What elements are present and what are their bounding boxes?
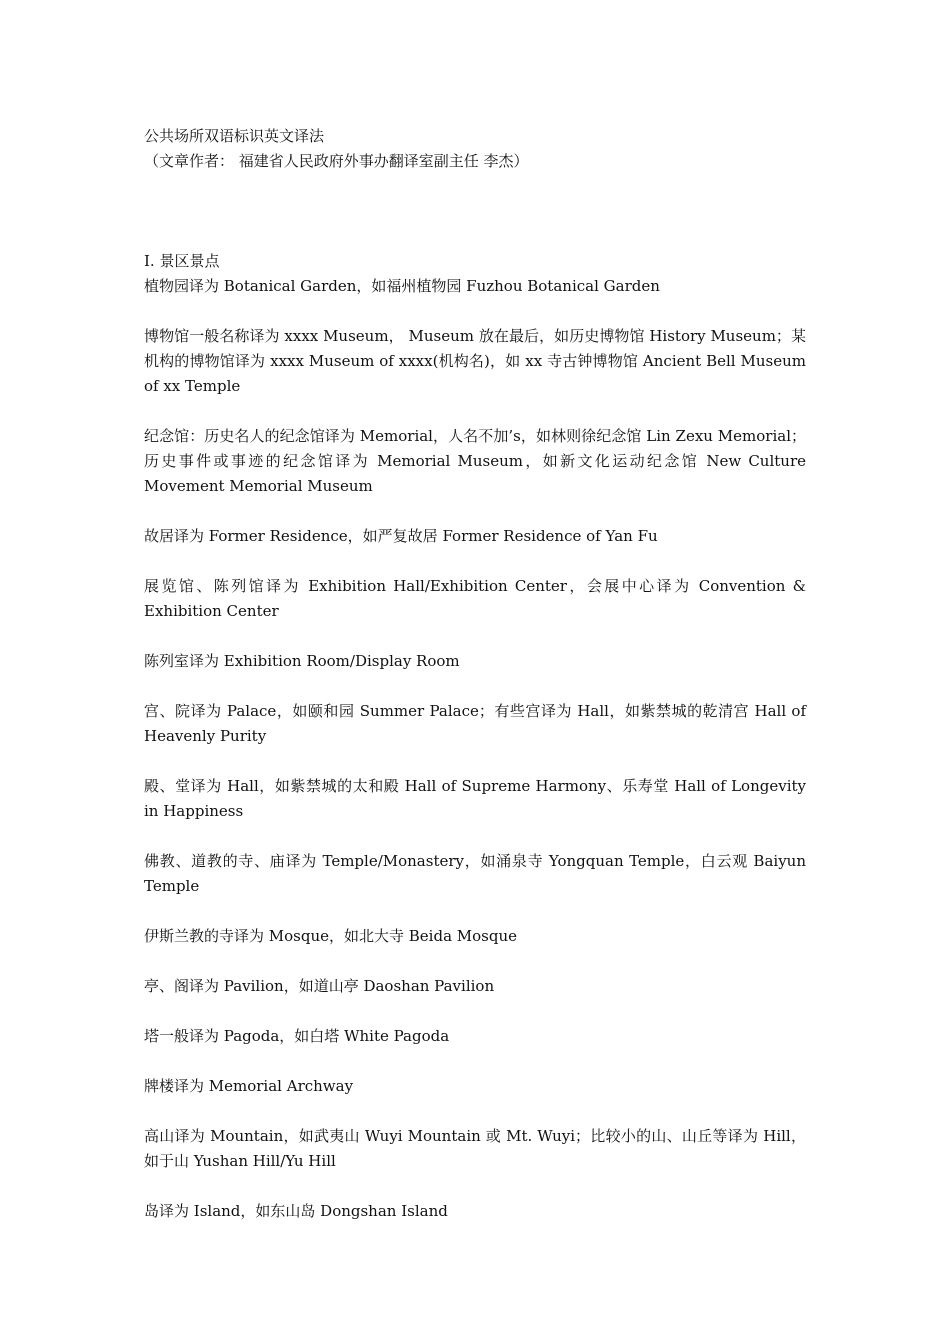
document-page	[144, 124, 806, 1249]
paragraph: 纪念馆：历史名人的纪念馆译为 Memorial，人名不加’s，如林则徐纪念馆 Lin Zexu Memorial；历史事件或事迹的纪念馆译为 Memorial Museum，如新文化运动纪念馆 New Culture Movement Memorial Museum	[144, 427, 806, 495]
paragraph: 陈列室译为 Exhibition Room/Display Room	[144, 652, 460, 670]
paragraph: 展览馆、陈列馆译为 Exhibition Hall/Exhibition Center，会展中心译为 Convention & Exhibition Center	[144, 577, 806, 620]
paragraph: 伊斯兰教的寺译为 Mosque，如北大寺 Beida Mosque	[144, 927, 518, 945]
paragraph: 植物园译为 Botanical Garden，如福州植物园 Fuzhou Botanical Garden	[144, 277, 660, 295]
document-title: 公共场所双语标识英文译法	[144, 127, 325, 145]
paragraph: 亭、阁译为 Pavilion，如道山亭 Daoshan Pavilion	[144, 977, 495, 995]
paragraph: 佛教、道教的寺、庙译为 Temple/Monastery，如涌泉寺 Yongquan Temple，白云观 Baiyun Temple	[144, 852, 806, 895]
paragraph: 故居译为 Former Residence，如严复故居 Former Residence of Yan Fu	[144, 527, 658, 545]
paragraph: 塔一般译为 Pagoda，如白塔 White Pagoda	[144, 1027, 450, 1045]
paragraph: 牌楼译为 Memorial Archway	[144, 1077, 354, 1095]
spacer	[144, 174, 806, 249]
document-byline: （文章作者： 福建省人民政府外事办翻译室副主任 李杰）	[144, 152, 529, 170]
paragraph: 高山译为 Mountain，如武夷山 Wuyi Mountain 或 Mt. Wuyi；比较小的山、山丘等译为 Hill，如于山 Yushan Hill/Yu Hill	[144, 1127, 806, 1170]
section-title: I. 景区景点	[144, 252, 220, 270]
paragraph: 殿、堂译为 Hall，如紫禁城的太和殿 Hall of Supreme Harmony、乐寿堂 Hall of Longevity in Happiness	[144, 777, 806, 820]
paragraph: 博物馆一般名称译为 xxxx Museum， Museum 放在最后，如历史博物馆 History Museum；某机构的博物馆译为 xxxx Museum of xxxx(机构名)，如 xx 寺古钟博物馆 Ancient Bell Museum of xx Temple	[144, 327, 806, 395]
paragraph: 岛译为 Island，如东山岛 Dongshan Island	[144, 1202, 448, 1220]
paragraph: 宫、院译为 Palace，如颐和园 Summer Palace；有些宫译为 Hall，如紫禁城的乾清宫 Hall of Heavenly Purity	[144, 702, 806, 745]
